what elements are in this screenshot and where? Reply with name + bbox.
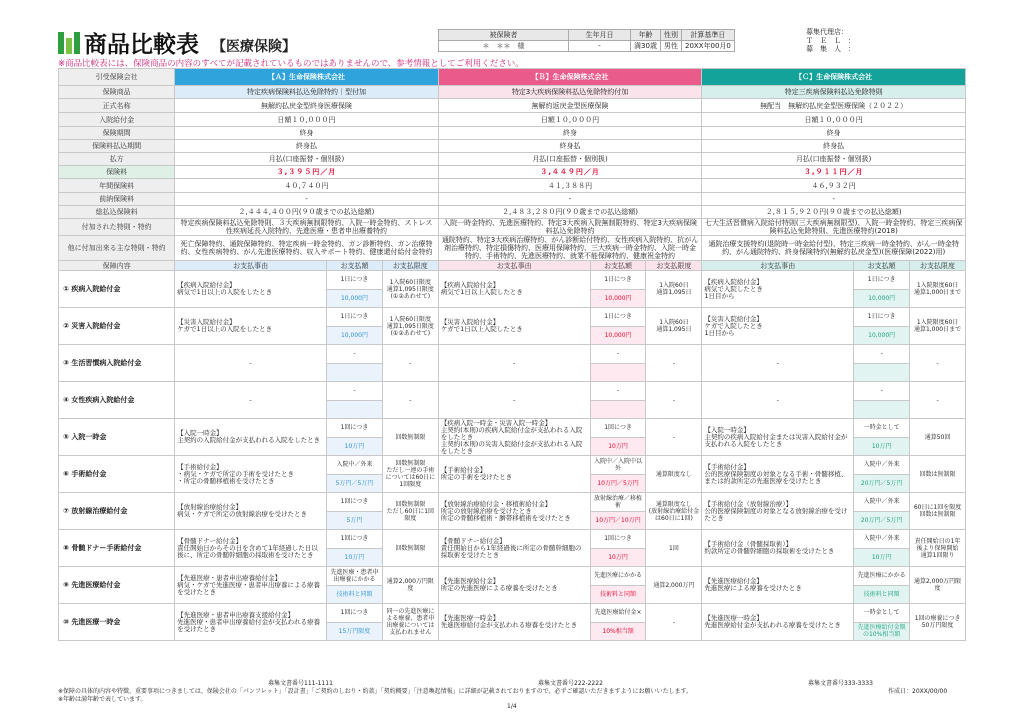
benefit-row: [59, 456, 966, 475]
benefit-name: ① 疾病入院給付金: [59, 271, 175, 308]
benefit-condition-b: 先進医療にかかる: [590, 567, 646, 586]
benefit-condition-b: 1回につき: [590, 530, 646, 549]
company-a-premium: ３,３９５円／月: [175, 166, 439, 179]
company-a-payperiod: 終身払: [175, 140, 439, 153]
label-annual: 年間保険料: [59, 179, 175, 193]
label-daily: 入院給付金: [59, 113, 175, 127]
benefit-amount-c: 20万円／5万円: [854, 511, 910, 530]
company-a-annual: ４０,７４０円: [175, 179, 439, 193]
label-premium: 保険料: [59, 166, 175, 179]
benefit-limit-a: 回数無制限: [382, 419, 438, 456]
benefit-limit-a: -: [382, 345, 438, 382]
benefit-reason-b: 【骨髄ドナー給付金】 責任開始日から1年経過後に所定の骨髄幹細胞の採取術を受けたとき: [438, 530, 590, 567]
benefit-amount-c: 10万円: [854, 548, 910, 567]
company-c-total: ２,８１５,９２０円(９０歳までの払込総額): [702, 206, 966, 219]
benefit-amount-a: 5万円: [327, 511, 383, 530]
benefit-condition-c: 1日につき: [854, 308, 910, 327]
benefit-limit-b: -: [646, 345, 702, 382]
header-payamount-c: お支払額: [854, 261, 910, 271]
company-c-payment: 月払(口座振替・個別扱): [702, 153, 966, 166]
benefit-reason-a: 【入院一時金】 主契約の入院給付金が支払われる入院をしたとき: [175, 419, 327, 456]
benefit-name: ④ 女性疾病入院給付金: [59, 382, 175, 419]
row-period: [59, 127, 966, 140]
header-paylimit-b: お支払限度: [646, 261, 702, 271]
benefit-amount-b: 10万円／10万円: [590, 511, 646, 530]
company-b-annual: ４１,３８８円: [438, 179, 702, 193]
row-subheader: [59, 261, 966, 271]
benefit-row: [59, 604, 966, 623]
benefit-condition-b: -: [590, 382, 646, 401]
benefit-condition-b: 1日につき: [590, 271, 646, 290]
benefit-limit-a: 同一の先進医療による療養、患者申出療養については支払われません: [382, 604, 438, 641]
row-prepay: [59, 193, 966, 206]
benefit-limit-c: 通算2,000万円限度: [910, 567, 966, 604]
benefit-amount-a: 10,000円: [327, 289, 383, 308]
benefit-condition-c: 一時金として: [854, 419, 910, 438]
company-a-prepay: -: [175, 193, 439, 206]
benefit-limit-b: -: [646, 382, 702, 419]
benefit-condition-b: 1回につき: [590, 419, 646, 438]
benefit-amount-c: 先進医療給付金額の10%相当額: [854, 622, 910, 641]
benefit-amount-c: 20万円／5万円: [854, 474, 910, 493]
header: [0, 0, 1021, 69]
company-c-others: 通院治療支援特約(退院時一時金給付型)、特定三疾病一時金特約、がん一時金特約、がん通院特約、終身保険特約(無解約払戻金型)(医療保障(2022)用): [702, 236, 966, 261]
benefit-reason-b: 【災害入院給付金】 ケガで1日以上入院したとき: [438, 308, 590, 345]
row-premium: [59, 166, 966, 179]
insured-name-header: 被保険者: [439, 30, 569, 41]
logo-icon: [58, 32, 80, 54]
benefit-condition-a: 1回につき: [327, 493, 383, 512]
benefit-amount-b: 10万円: [590, 437, 646, 456]
company-b-premium: ３,４４９円／月: [438, 166, 702, 179]
insured-birth-header: 生年月日: [569, 30, 631, 41]
agent-label: 募集代理店：: [806, 28, 848, 36]
label-total: 総払込保険料: [59, 206, 175, 219]
benefit-limit-c: 通算50回: [910, 419, 966, 456]
page-title: 商品比較表: [84, 32, 199, 58]
insured-age: 満30歳: [631, 41, 661, 52]
row-payment: [59, 153, 966, 166]
benefit-row: [59, 345, 966, 364]
benefit-amount-a: 15万円限度: [327, 622, 383, 641]
benefit-condition-a: 先進医療・患者申出療養にかかる: [327, 567, 383, 586]
benefit-row: [59, 493, 966, 512]
page-subtitle: 【医療保険】: [212, 39, 296, 55]
label-formal: 正式名称: [59, 99, 175, 113]
benefit-reason-c: 【先進医療給付金】 先進医療による療養を受けたとき: [702, 567, 854, 604]
benefit-condition-b: 入院中／入院中以外: [590, 456, 646, 475]
benefit-limit-a: 通算2,000万円限度: [382, 567, 438, 604]
benefit-amount-b: 10万円: [590, 548, 646, 567]
insured-name: ＊ ＊＊ 様: [439, 41, 569, 52]
header-payamount-a: お支払額: [327, 261, 383, 271]
label-riders: 付加された特則・特約: [59, 219, 175, 236]
benefit-limit-a: 回数無制限 ただし60日に1回限度: [382, 493, 438, 530]
benefit-condition-a: 1回につき: [327, 530, 383, 549]
header-payreason-b: お支払事由: [438, 261, 590, 271]
benefit-condition-a: 1回につき: [327, 604, 383, 623]
benefit-reason-b: 【疾病入院給付金】 病気で1日以上入院したとき: [438, 271, 590, 308]
benefit-reason-a: 【災害入院給付金】 ケガで1日以上の入院をしたとき: [175, 308, 327, 345]
label-prepay: 前納保険料: [59, 193, 175, 206]
label-payperiod: 保険料払込期間: [59, 140, 175, 153]
benefit-limit-c: 回数は無制限: [910, 456, 966, 493]
created-date: 作成日：20XX/00/00: [888, 688, 948, 695]
benefit-amount-c: 10,000円: [854, 326, 910, 345]
company-a-payment: 月払(口座振替・個別扱): [175, 153, 439, 166]
benefit-condition-b: -: [590, 345, 646, 364]
benefit-condition-b: 1日につき: [590, 308, 646, 327]
label-benefit: 保障内容: [59, 261, 175, 271]
benefit-name: ⑦ 放射線治療給付金: [59, 493, 175, 530]
benefit-amount-b: [590, 400, 646, 419]
benefit-reason-c: 【災害入院給付金】 ケガで入院したとき 1日目から: [702, 308, 854, 345]
insured-sex-header: 性別: [661, 30, 682, 41]
company-c-period: 終身: [702, 127, 966, 140]
benefit-reason-b: 【先進医療一時金】 先進医療給付金が支払われる療養を受けたとき: [438, 604, 590, 641]
company-c-payperiod: 終身払: [702, 140, 966, 153]
company-b-product: 特定3大疾病保険料払込免除特約付加: [438, 86, 702, 99]
header-payamount-b: お支払額: [590, 261, 646, 271]
company-b-total: ２,４８３,２８０円(９０歳までの払込総額): [438, 206, 702, 219]
benefit-amount-c: 技術料と同額: [854, 585, 910, 604]
benefit-reason-a: 【先進医療・患者申出療養給付金】 病気・ケガで先進医療・患者申出療養による療養を受けたとき: [175, 567, 327, 604]
benefit-reason-c: 【手術給付金】 公的医療保険制度の対象となる手術・骨髄移植、または約款所定の先進医療を受けたとき: [702, 456, 854, 493]
benefit-condition-c: 一時金として: [854, 604, 910, 623]
company-a-company: 【Ａ】生命保険株式会社: [175, 69, 439, 86]
company-b-daily: 日額１０,０００円: [438, 113, 702, 127]
header-paylimit-c: お支払限度: [910, 261, 966, 271]
benefit-condition-c: -: [854, 345, 910, 364]
benefit-reason-a: -: [175, 345, 327, 382]
company-a-formal: 無解約払戻金型終身医療保険: [175, 99, 439, 113]
benefit-name: ⑥ 手術給付金: [59, 456, 175, 493]
benefit-limit-a: 回数無制限 ただし一連の手術については60日に1回限度: [382, 456, 438, 493]
benefit-reason-b: -: [438, 345, 590, 382]
row-payperiod: [59, 140, 966, 153]
header-payreason-c: お支払事由: [702, 261, 854, 271]
benefit-reason-a: 【手術給付金】 ・病気・ケガで所定の手術を受けたとき ・所定の骨髄移植術を受けたとき: [175, 456, 327, 493]
benefit-reason-a: 【疾病入院給付金】 病気で1日以上の入院をしたとき: [175, 271, 327, 308]
company-c-daily: 日額１０,０００円: [702, 113, 966, 127]
benefit-condition-c: -: [854, 382, 910, 401]
benefit-limit-b: -: [646, 419, 702, 456]
insured-sex: 男性: [661, 41, 682, 52]
benefit-limit-b: 通算限度なし: [646, 456, 702, 493]
company-b-riders: 入院一時金特約、先進医療特約、特定3大疾病入院無制限特約、特定3大疾病保険料払込免除特約: [438, 219, 702, 236]
benefit-amount-a: 5万円／5万円: [327, 474, 383, 493]
benefit-limit-a: 1入院60日限度 通算1,095日限度 (①②あわせて): [382, 271, 438, 308]
benefit-amount-b: 10,000円: [590, 326, 646, 345]
benefit-amount-a: [327, 400, 383, 419]
benefit-name: ⑩ 先進医療一時金: [59, 604, 175, 641]
agent-info: [806, 28, 855, 54]
benefit-condition-a: -: [327, 345, 383, 364]
benefit-limit-a: 回数無制限: [382, 530, 438, 567]
benefit-limit-b: -: [646, 604, 702, 641]
company-b-payperiod: 終身払: [438, 140, 702, 153]
benefit-limit-b: 1回: [646, 530, 702, 567]
row-annual: [59, 179, 966, 193]
header-paylimit-a: お支払限度: [382, 261, 438, 271]
company-a-product: 特定疾病保険料払込免除特約｜型付加: [175, 86, 439, 99]
benefit-amount-b: 10%相当額: [590, 622, 646, 641]
benefit-limit-c: 60日に1回を限度 回数は無制限: [910, 493, 966, 530]
insured-age-header: 年齢: [631, 30, 661, 41]
company-c-premium: ３,９１１円／月: [702, 166, 966, 179]
benefit-amount-c: 10万円: [854, 437, 910, 456]
company-b-payment: 月払(口座振替・個別扱): [438, 153, 702, 166]
benefit-limit-a: 1入院60日限度 通算1,095日限度 (①②あわせて): [382, 308, 438, 345]
label-company: 引受保険会社: [59, 69, 175, 86]
benefit-amount-b: 10,000円: [590, 289, 646, 308]
company-c-formal: 無配当 無解約払戻金型医療保険（２０２２）: [702, 99, 966, 113]
benefit-reason-b: 【先進医療給付金】 所定の先進医療による療養を受けたとき: [438, 567, 590, 604]
benefit-condition-c: 1日につき: [854, 271, 910, 290]
label-product: 保険商品: [59, 86, 175, 99]
benefit-condition-a: 入院中／外来: [327, 456, 383, 475]
benefit-reason-c: 【手術給付金（骨髄採取術）】 約款所定の骨髄幹細胞の採取術を受けたとき: [702, 530, 854, 567]
benefit-reason-c: 【疾病入院給付金】 病気で入院したとき 1日目から: [702, 271, 854, 308]
company-b-company: 【Ｂ】生命保険株式会社: [438, 69, 702, 86]
insured-info-table: [438, 29, 735, 52]
comparison-table: [58, 68, 966, 641]
label-period: 保険期間: [59, 127, 175, 140]
benefit-limit-a: -: [382, 382, 438, 419]
benefit-condition-b: 放射線治療／移植術: [590, 493, 646, 512]
row-total: [59, 206, 966, 219]
benefit-reason-b: 【放射線治療給付金・移植術給付金】 所定の放射線治療を受けたとき 所定の骨髄移植術・臍帯移植術を受けたとき: [438, 493, 590, 530]
benefit-name: ⑧ 骨髄ドナー手術給付金: [59, 530, 175, 567]
benefit-limit-c: 責任開始日の1年後より保障開始 通算1回限り: [910, 530, 966, 567]
row-product: [59, 86, 966, 99]
benefit-limit-b: 1入院60日 通算1,095日: [646, 308, 702, 345]
agent-tel-label: Ｔ Ｅ Ｌ ：: [806, 36, 855, 45]
benefit-condition-c: 入院中／外来: [854, 493, 910, 512]
header-payreason-a: お支払事由: [175, 261, 327, 271]
benefit-reason-b: 【手術給付金】 所定の手術を受けたとき: [438, 456, 590, 493]
label-payment: 払方: [59, 153, 175, 166]
company-c-product: 特定三疾病保険料払込免除特則: [702, 86, 966, 99]
benefit-limit-c: -: [910, 382, 966, 419]
benefit-amount-b: 10万円／5万円: [590, 474, 646, 493]
benefit-name: ⑤ 入院一時金: [59, 419, 175, 456]
benefit-reason-c: -: [702, 345, 854, 382]
benefit-limit-c: 1回の療養につき50万円限度: [910, 604, 966, 641]
row-others: [59, 236, 966, 261]
company-b-period: 終身: [438, 127, 702, 140]
benefit-condition-a: -: [327, 382, 383, 401]
benefit-condition-a: 1回につき: [327, 419, 383, 438]
benefit-limit-b: 通算2,000万円: [646, 567, 702, 604]
benefit-reason-c: 【先進医療一時金】 先進医療給付金が支払われる療養を受けたとき: [702, 604, 854, 641]
benefit-amount-a: 技術料と同額: [327, 585, 383, 604]
benefit-reason-b: -: [438, 382, 590, 419]
benefit-limit-b: 通算限度なし (放射線治療給付金は60日に1回): [646, 493, 702, 530]
benefit-limit-c: -: [910, 345, 966, 382]
benefit-reason-a: 【骨髄ドナー給付金】 責任開始日からその日を含めて1年経過した日以後に、所定の骨髄幹細胞の採取術を受けたとき: [175, 530, 327, 567]
benefit-row: [59, 308, 966, 327]
benefit-amount-b: 技術料と同額: [590, 585, 646, 604]
benefit-reason-b: 【疾病入院一時金・災害入院一時金】 主契約(本則)の疾病入院給付金が支払われる入院をしたとき 主契約(本則)の災害入院給付金が支払われる入院をしたとき: [438, 419, 590, 456]
benefit-row: [59, 419, 966, 438]
benefit-limit-c: 1入院限度60日 通算1,000日まで: [910, 271, 966, 308]
row-riders: [59, 219, 966, 236]
benefit-row: [59, 567, 966, 586]
footer-note-2: ※年齢は満年齢で表しています。: [58, 696, 147, 703]
company-a-others: 死亡保障特約、通院保障特約、特定疾病一時金特約、ガン診断特約、ガン治療特約、女性疾病特約、がん先進医療特約、収入サポート特約、健康還付給付金特約: [175, 236, 439, 261]
benefit-amount-b: [590, 363, 646, 382]
benefit-condition-a: 1日につき: [327, 308, 383, 327]
benefit-limit-c: 1入院限度60日 通算1,000日まで: [910, 308, 966, 345]
doc-number-a: 募集文書番号111-1111: [268, 680, 333, 687]
company-b-others: 通院特約、特定3大疾病治療特約、がん診断給付特約、女性疾病入院特約、抗がん剤治療特約、特定損傷特約、医療用保障特約、三大疾病一時金特約、入院一時金特約、手術特約、先進医療特約、就業不能保障特約、健康祝金特約: [438, 236, 702, 261]
benefit-amount-c: [854, 363, 910, 382]
company-b-formal: 無解約返戻金型医療保険: [438, 99, 702, 113]
benefit-condition-c: 入院中／外来: [854, 456, 910, 475]
benefit-row: [59, 530, 966, 549]
row-daily: [59, 113, 966, 127]
benefit-reason-c: 【入院一時金】 主契約の疾病入院給付金または災害入院給付金が支払われる入院をしたとき: [702, 419, 854, 456]
page-number: 1/4: [507, 703, 517, 710]
benefit-condition-b: 先進医療給付金×: [590, 604, 646, 623]
company-a-period: 終身: [175, 127, 439, 140]
benefit-condition-c: 入院中／外来: [854, 530, 910, 549]
company-c-prepay: -: [702, 193, 966, 206]
company-c-riders: 七大生活習慣病入院給付特則(三大疾病無制限型)、入院一時金特約、特定三疾病保険料払込免除特則、先進医療特約(2018): [702, 219, 966, 236]
benefit-condition-a: 1日につき: [327, 271, 383, 290]
company-c-company: 【Ｃ】生命保険株式会社: [702, 69, 966, 86]
benefit-amount-c: 10,000円: [854, 289, 910, 308]
company-b-prepay: -: [438, 193, 702, 206]
benefit-reason-c: -: [702, 382, 854, 419]
disclaimer-note: ※商品比較表には、保険商品の内容のすべてが記載されているものではありませんので、参考情報としてご利用ください。: [58, 59, 524, 69]
doc-number-b: 募集文書番号222-2222: [538, 680, 603, 687]
insured-base-header: 計算基準日: [682, 30, 735, 41]
doc-number-c: 募集文書番号333-3333: [808, 680, 873, 687]
company-a-riders: 特定疾病保険料払込免除特則、３大疾病無制限特約、入院一時金特約、ストレス性疾病延長入院特約、先進医療・患者申出療養特約: [175, 219, 439, 236]
benefit-limit-b: 1入院60日 通算1,095日: [646, 271, 702, 308]
benefit-amount-a: 10,000円: [327, 326, 383, 345]
benefit-amount-a: 10万円: [327, 548, 383, 567]
company-c-annual: ４６,９３２円: [702, 179, 966, 193]
benefit-condition-c: 先進医療にかかる: [854, 567, 910, 586]
row-company: [59, 69, 966, 86]
benefit-row: [59, 382, 966, 401]
footer-note-1: ※保障の具体的内容や特徴、重要事項につきましては、保険会社の「パンフレット」「設計書」「ご契約のしおり・約款」「契約概要」「注意喚起情報」に詳細が記載されておりますので、必ずご確認いただきますようにお願いいたします。: [58, 688, 693, 695]
label-others: 他に付加出来る主な特則・特約: [59, 236, 175, 261]
insured-birth: -: [569, 41, 631, 52]
benefit-reason-a: 【放射線治療給付金】 病気・ケガで所定の放射線治療を受けたとき: [175, 493, 327, 530]
benefit-row: [59, 271, 966, 290]
agent-person-label: 募 集 人 ：: [806, 45, 855, 53]
row-formal: [59, 99, 966, 113]
benefit-reason-a: 【先進医療・患者申出療養支援給付金】 先進医療・患者申出療養給付金が支払われる療養を受けたとき: [175, 604, 327, 641]
company-a-total: ２,４４４,４００円(９０歳までの払込総額): [175, 206, 439, 219]
benefit-name: ③ 生活習慣病入院給付金: [59, 345, 175, 382]
benefit-amount-a: [327, 363, 383, 382]
benefit-reason-c: 【手術給付金（放射線治療）】 公的医療保険制度の対象となる放射線治療を受けたとき: [702, 493, 854, 530]
benefit-name: ⑨ 先進医療給付金: [59, 567, 175, 604]
insured-base-date: 20XX年00月0: [682, 41, 735, 52]
benefit-reason-a: -: [175, 382, 327, 419]
company-a-daily: 日額１０,０００円: [175, 113, 439, 127]
benefit-name: ② 災害入院給付金: [59, 308, 175, 345]
benefit-amount-c: [854, 400, 910, 419]
benefit-amount-a: 10万円: [327, 437, 383, 456]
